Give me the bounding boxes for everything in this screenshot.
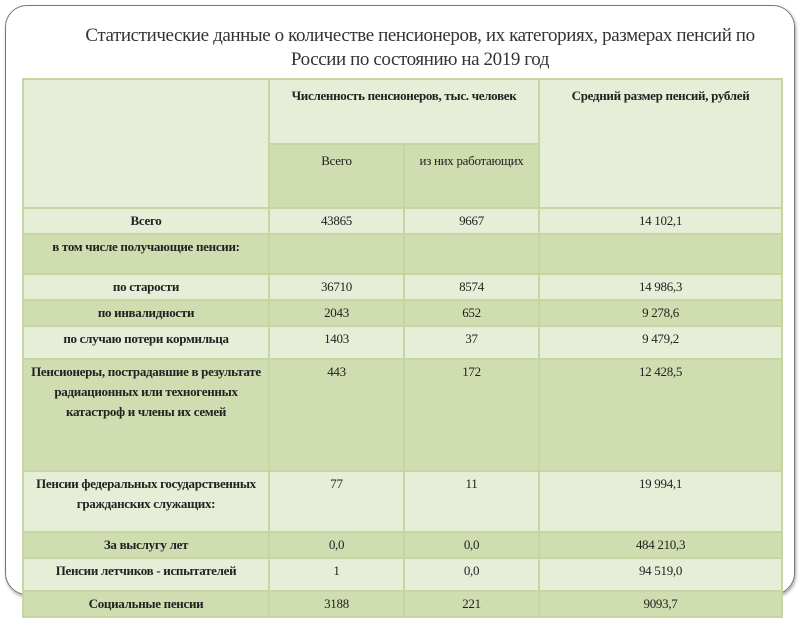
table-row	[23, 274, 782, 300]
table-row	[23, 234, 782, 274]
row-label: Всего	[23, 208, 269, 234]
slide-title: Статистические данные о количестве пенсионеров, их категориях, размерах пенсий по России по состоянию на 2019 год	[85, 25, 755, 70]
cell-working: 8574	[404, 274, 539, 300]
cell-avg: 94 519,0	[539, 558, 782, 591]
table-row	[23, 208, 782, 234]
table-row	[23, 558, 782, 591]
cell-working: 0,0	[404, 558, 539, 591]
cell-avg: 14 102,1	[539, 208, 782, 234]
header-total: Всего	[269, 144, 404, 208]
cell-total: 443	[269, 359, 404, 471]
cell-avg: 14 986,3	[539, 274, 782, 300]
cell-working	[404, 234, 539, 274]
cell-working: 172	[404, 359, 539, 471]
row-label: Пенсионеры, пострадавшие в результате радиационных или техногенных катастроф и члены их семей	[23, 359, 269, 471]
row-label: Пенсии летчиков - испытателей	[23, 558, 269, 591]
table-row	[23, 471, 782, 532]
cell-total: 77	[269, 471, 404, 532]
cell-working: 37	[404, 326, 539, 359]
row-label: в том числе получающие пенсии:	[23, 234, 269, 274]
cell-total: 2043	[269, 300, 404, 326]
cell-avg	[539, 234, 782, 274]
cell-total: 36710	[269, 274, 404, 300]
row-label: За выслугу лет	[23, 532, 269, 558]
header-empty-cell	[23, 79, 269, 208]
table-row	[23, 591, 782, 617]
cell-total: 1403	[269, 326, 404, 359]
cell-avg: 9 479,2	[539, 326, 782, 359]
cell-avg: 12 428,5	[539, 359, 782, 471]
table-row	[23, 326, 782, 359]
cell-total: 1	[269, 558, 404, 591]
cell-working: 9667	[404, 208, 539, 234]
header-pensioner-count: Численность пенсионеров, тыс. человек	[269, 79, 539, 144]
cell-working: 652	[404, 300, 539, 326]
cell-total: 3188	[269, 591, 404, 617]
cell-total: 0,0	[269, 532, 404, 558]
row-label: по инвалидности	[23, 300, 269, 326]
row-label: Социальные пенсии	[23, 591, 269, 617]
cell-total	[269, 234, 404, 274]
row-label: Пенсии федеральных государственных гражданских служащих:	[23, 471, 269, 532]
table-row	[23, 532, 782, 558]
row-label: по старости	[23, 274, 269, 300]
cell-avg: 9 278,6	[539, 300, 782, 326]
header-average-pension: Средний размер пенсий, рублей	[539, 79, 782, 208]
cell-working: 0,0	[404, 532, 539, 558]
cell-working: 221	[404, 591, 539, 617]
table-row	[23, 359, 782, 471]
cell-working: 11	[404, 471, 539, 532]
cell-avg: 9093,7	[539, 591, 782, 617]
pension-statistics-table	[22, 78, 783, 618]
cell-avg: 484 210,3	[539, 532, 782, 558]
cell-avg: 19 994,1	[539, 471, 782, 532]
header-working: из них работающих	[404, 144, 539, 208]
table-row	[23, 300, 782, 326]
cell-total: 43865	[269, 208, 404, 234]
row-label: по случаю потери кормильца	[23, 326, 269, 359]
